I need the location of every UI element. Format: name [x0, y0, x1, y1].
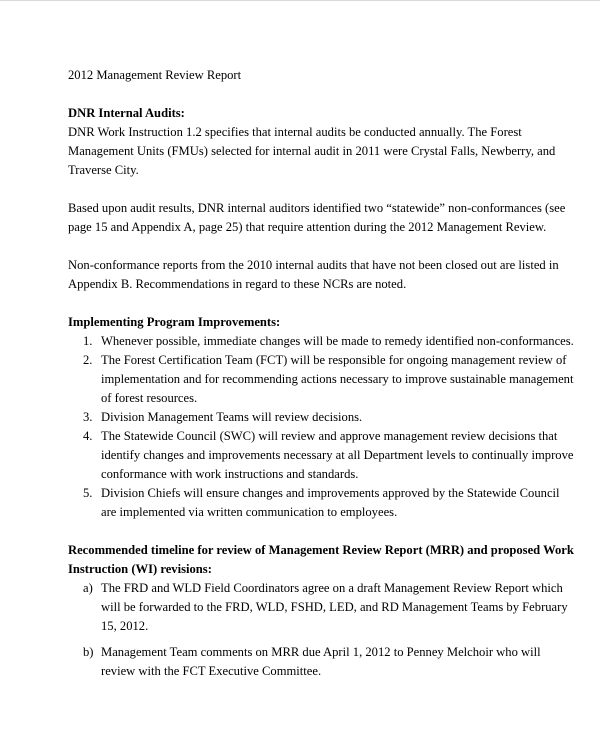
document-body: [68, 66, 578, 688]
list-item: [68, 579, 578, 636]
list-item: [68, 408, 578, 427]
list-item: [68, 643, 578, 681]
list-marker: a): [83, 581, 93, 595]
list-item: [68, 427, 578, 484]
list-marker: b): [83, 645, 94, 659]
list-marker: 5.: [83, 486, 93, 500]
list-item: [68, 351, 578, 408]
list-item: [68, 484, 578, 522]
report-title: 2012 Management Review Report: [68, 68, 242, 82]
program-improvements-heading: Implementing Program Improvements:: [68, 315, 281, 329]
timeline-list: [68, 579, 578, 681]
list-item-text: Management Team comments on MRR due April 1, 2012 to Penney Melchoir who will review with the FCT Executive Committee.: [101, 645, 541, 678]
list-marker: 2.: [83, 353, 93, 367]
list-item-text: The Statewide Council (SWC) will review and approve management review decisions that identify changes and improvements necessary at all Department levels to continually improve conformance with work instructions and standards.: [101, 429, 574, 481]
audits-paragraph-2: Based upon audit results, DNR internal auditors identified two “statewide” non-conformances (see page 15 and Appendix A, page 25) that require attention during the 2012 Management Review.: [68, 201, 566, 234]
list-item-text: Division Management Teams will review decisions.: [101, 410, 363, 424]
internal-audits-heading: DNR Internal Audits:: [68, 106, 185, 120]
audits-paragraph-3: Non-conformance reports from the 2010 internal audits that have not been closed out are listed in Appendix B. Recommendations in regard to these NCRs are noted.: [68, 258, 559, 291]
timeline-heading: Recommended timeline for review of Management Review Report (MRR) and proposed Work Instruction (WI) revisions:: [68, 543, 574, 576]
list-item-text: The Forest Certification Team (FCT) will be responsible for ongoing management review of implementation and for recommending actions necessary to improve sustainable management of forest resources.: [101, 353, 574, 405]
list-item-text: Whenever possible, immediate changes will be made to remedy identified non-conformances.: [101, 334, 574, 348]
list-marker: 1.: [83, 334, 93, 348]
audits-paragraph-1: DNR Work Instruction 1.2 specifies that internal audits be conducted annually. The Forest Management Units (FMUs) selected for internal audit in 2011 were Crystal Falls, Newberry, and Traverse City.: [68, 125, 556, 177]
improvements-list: [68, 332, 578, 522]
list-item-text: The FRD and WLD Field Coordinators agree on a draft Management Review Report which will be forwarded to the FRD, WLD, FSHD, LED, and RD Management Teams by February 15, 2012.: [101, 581, 568, 633]
list-item: [68, 332, 578, 351]
list-item-text: Division Chiefs will ensure changes and improvements approved by the Statewide Council are implemented via written communication to employees.: [101, 486, 560, 519]
list-marker: 4.: [83, 429, 93, 443]
list-marker: 3.: [83, 410, 93, 424]
